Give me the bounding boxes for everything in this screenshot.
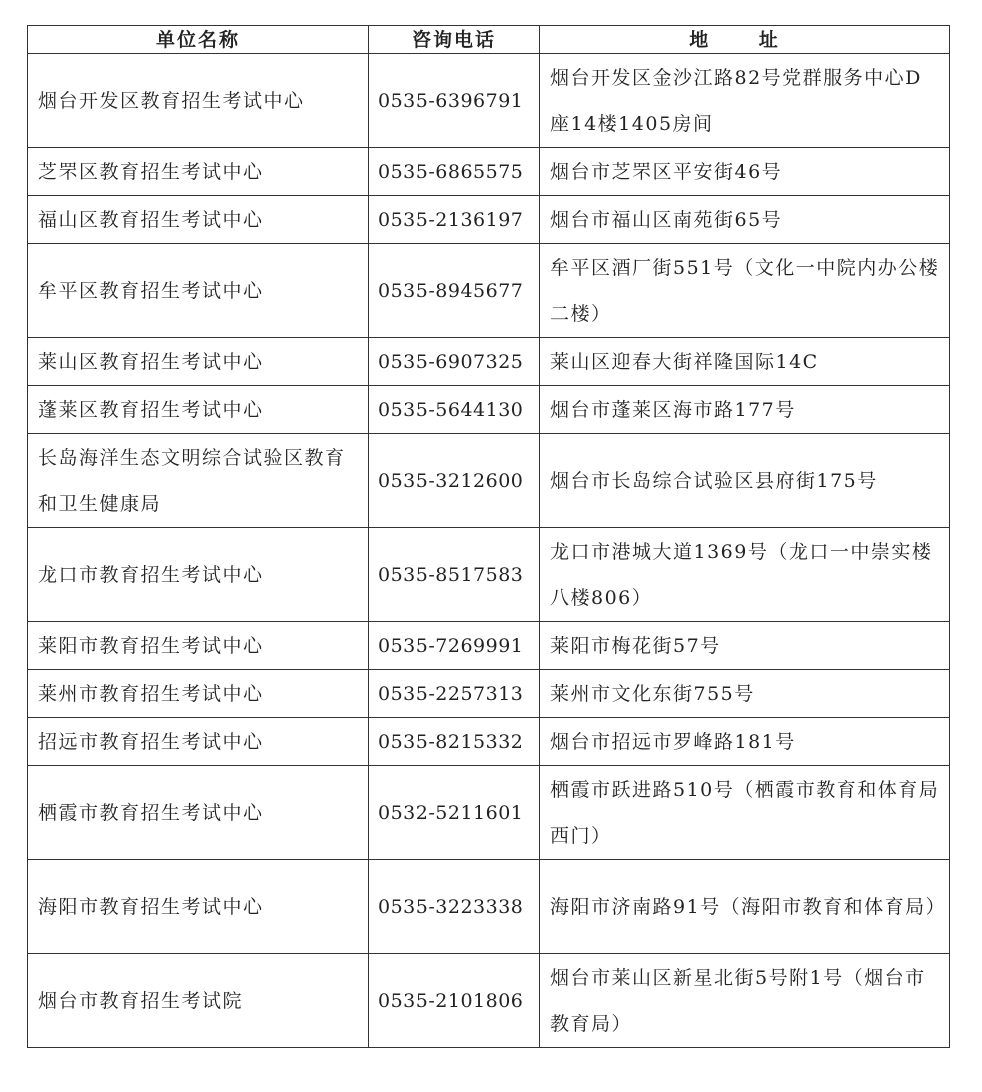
address-cell: 莱州市文化东街755号	[540, 670, 950, 718]
table-row	[28, 196, 950, 244]
phone-cell: 0535-8945677	[369, 244, 540, 338]
table-header-row	[28, 26, 950, 54]
phone-cell: 0535-2101806	[369, 954, 540, 1048]
phone-cell: 0535-7269991	[369, 622, 540, 670]
address-cell: 栖霞市跃进路510号（栖霞市教育和体育局西门）	[540, 766, 950, 860]
address-cell: 烟台市莱山区新星北街5号附1号（烟台市教育局）	[540, 954, 950, 1048]
header-unit-name: 单位名称	[28, 26, 369, 54]
table-row	[28, 54, 950, 148]
unit-name-cell: 长岛海洋生态文明综合试验区教育和卫生健康局	[28, 434, 369, 528]
phone-cell: 0535-5644130	[369, 386, 540, 434]
unit-name-cell: 蓬莱区教育招生考试中心	[28, 386, 369, 434]
address-cell: 龙口市港城大道1369号（龙口一中崇实楼八楼806）	[540, 528, 950, 622]
unit-name-cell: 招远市教育招生考试中心	[28, 718, 369, 766]
table-row	[28, 766, 950, 860]
unit-name-cell: 莱山区教育招生考试中心	[28, 338, 369, 386]
header-address: 地 址	[540, 26, 950, 54]
header-phone: 咨询电话	[369, 26, 540, 54]
address-cell: 烟台市招远市罗峰路181号	[540, 718, 950, 766]
address-cell: 烟台市长岛综合试验区县府街175号	[540, 434, 950, 528]
phone-cell: 0535-8517583	[369, 528, 540, 622]
phone-cell: 0535-6907325	[369, 338, 540, 386]
phone-cell: 0535-8215332	[369, 718, 540, 766]
unit-name-cell: 栖霞市教育招生考试中心	[28, 766, 369, 860]
table-row	[28, 954, 950, 1048]
phone-cell: 0535-3223338	[369, 860, 540, 954]
unit-name-cell: 烟台开发区教育招生考试中心	[28, 54, 369, 148]
unit-name-cell: 龙口市教育招生考试中心	[28, 528, 369, 622]
table-row	[28, 338, 950, 386]
unit-name-cell: 牟平区教育招生考试中心	[28, 244, 369, 338]
unit-name-cell: 烟台市教育招生考试院	[28, 954, 369, 1048]
address-cell: 烟台开发区金沙江路82号党群服务中心D座14楼1405房间	[540, 54, 950, 148]
address-cell: 海阳市济南路91号（海阳市教育和体育局）	[540, 860, 950, 954]
phone-cell: 0532-5211601	[369, 766, 540, 860]
phone-cell: 0535-2257313	[369, 670, 540, 718]
table-row	[28, 386, 950, 434]
phone-cell: 0535-6865575	[369, 148, 540, 196]
unit-name-cell: 福山区教育招生考试中心	[28, 196, 369, 244]
phone-cell: 0535-2136197	[369, 196, 540, 244]
address-cell: 莱山区迎春大街祥隆国际14C	[540, 338, 950, 386]
unit-name-cell: 莱州市教育招生考试中心	[28, 670, 369, 718]
table-row	[28, 860, 950, 954]
address-cell: 烟台市蓬莱区海市路177号	[540, 386, 950, 434]
address-cell: 牟平区酒厂街551号（文化一中院内办公楼二楼）	[540, 244, 950, 338]
table-row	[28, 718, 950, 766]
phone-cell: 0535-6396791	[369, 54, 540, 148]
unit-name-cell: 海阳市教育招生考试中心	[28, 860, 369, 954]
phone-cell: 0535-3212600	[369, 434, 540, 528]
table-row	[28, 434, 950, 528]
table-row	[28, 670, 950, 718]
table-row	[28, 528, 950, 622]
table-row	[28, 244, 950, 338]
contact-table	[27, 25, 950, 1048]
unit-name-cell: 芝罘区教育招生考试中心	[28, 148, 369, 196]
address-cell: 烟台市芝罘区平安街46号	[540, 148, 950, 196]
address-cell: 莱阳市梅花街57号	[540, 622, 950, 670]
unit-name-cell: 莱阳市教育招生考试中心	[28, 622, 369, 670]
address-cell: 烟台市福山区南苑街65号	[540, 196, 950, 244]
table-row	[28, 148, 950, 196]
table-row	[28, 622, 950, 670]
